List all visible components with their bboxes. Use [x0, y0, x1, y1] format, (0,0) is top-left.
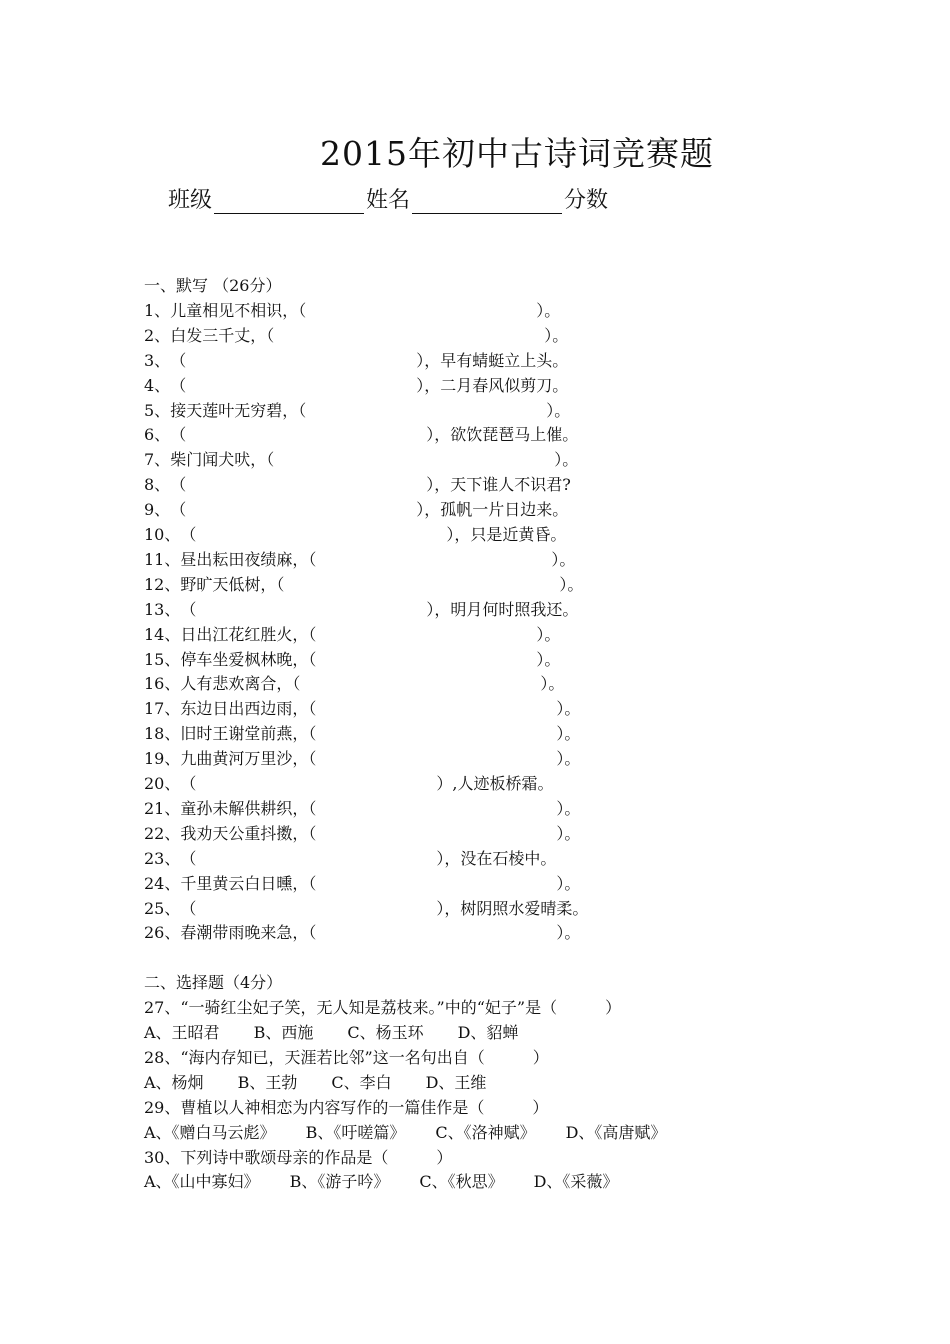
item-number: 1、 — [144, 300, 171, 320]
item-number: 18、 — [144, 724, 181, 744]
item-prompt-after: ），欲饮琵琶马上催。 — [426, 425, 579, 445]
item-prompt-before: 我劝天公重抖擞，（ — [180, 823, 317, 843]
choice-question: 27、“一骑红尘妃子笑，无人知是荔枝来。”中的“妃子”是（ ） — [144, 998, 622, 1018]
item-prompt-after: ）。 — [556, 749, 581, 769]
item-number: 15、 — [144, 649, 181, 669]
choice-options — [144, 1073, 486, 1093]
item-prompt-before: （ — [170, 375, 187, 395]
item-prompt-before: 野旷天低树，（ — [180, 574, 285, 594]
option-c[interactable]: C、杨玉环 — [347, 1023, 424, 1042]
item-prompt-before: 儿童相见不相识，（ — [170, 300, 307, 320]
item-prompt-after: ）。 — [536, 300, 561, 320]
item-number: 5、 — [144, 400, 171, 420]
item-prompt-before: （ — [180, 898, 197, 918]
item-number: 26、 — [144, 923, 181, 943]
section-2-heading: 二、选择题（4分） — [144, 973, 283, 993]
dictation-item — [144, 600, 578, 620]
item-number: 3、 — [144, 350, 171, 370]
item-prompt-before: 柴门闻犬吠，（ — [170, 450, 275, 470]
option-b[interactable]: B、《吁嗟篇》 — [305, 1122, 406, 1142]
section-1-heading: 一、默写 （26分） — [144, 276, 282, 295]
option-a[interactable]: A、《赠白马云彪》 — [144, 1122, 276, 1142]
dictation-item — [144, 724, 580, 744]
item-prompt-before: 东边日出西边雨，（ — [180, 699, 317, 719]
item-prompt-after: ），只是近黄昏。 — [446, 525, 567, 544]
item-prompt-after: ），天下谁人不识君? — [426, 475, 571, 495]
dictation-item — [144, 376, 568, 396]
option-a[interactable]: A、杨炯 — [144, 1072, 204, 1092]
dictation-item — [144, 301, 560, 321]
option-b[interactable]: B、《游子吟》 — [289, 1172, 390, 1192]
dictation-item — [144, 500, 568, 520]
item-number: 19、 — [144, 749, 181, 769]
item-prompt-before: 人有悲欢离合，（ — [180, 674, 301, 694]
item-prompt-before: 春潮带雨晚来急，（ — [180, 923, 317, 943]
item-prompt-before: 昼出耘田夜绩麻，（ — [180, 549, 317, 569]
score-label: 分数 — [564, 188, 609, 213]
item-number: 16、 — [144, 674, 181, 694]
dictation-item — [144, 326, 568, 346]
dictation-item — [144, 401, 570, 421]
item-prompt-before: （ — [180, 599, 197, 619]
item-prompt-before: （ — [170, 500, 187, 520]
item-prompt-after: ）。 — [536, 649, 561, 669]
item-prompt-before: 旧时王谢堂前燕，（ — [180, 724, 317, 744]
item-number: 22、 — [144, 823, 181, 843]
dictation-item — [144, 874, 580, 894]
dictation-item — [144, 824, 580, 844]
item-prompt-before: 日出江花红胜火，（ — [180, 624, 317, 644]
dictation-item — [144, 550, 575, 570]
item-prompt-before: （ — [170, 350, 187, 370]
dictation-item — [144, 525, 566, 545]
item-number: 7、 — [144, 450, 171, 470]
class-blank[interactable] — [214, 189, 364, 214]
dictation-item — [144, 625, 560, 645]
item-prompt-before: 接天莲叶无穷碧，（ — [170, 400, 307, 420]
item-prompt-after: ），明月何时照我还。 — [426, 599, 579, 619]
item-number: 24、 — [144, 873, 181, 893]
item-number: 11、 — [144, 549, 181, 569]
item-prompt-after: ）。 — [556, 699, 581, 719]
option-d[interactable]: D、王维 — [425, 1072, 487, 1092]
item-prompt-after: ），孤帆一片日边来。 — [416, 500, 569, 520]
dictation-item — [144, 351, 568, 371]
item-number: 12、 — [144, 574, 181, 594]
item-number: 14、 — [144, 624, 181, 644]
choice-options — [144, 1172, 618, 1192]
item-prompt-before: （ — [170, 425, 187, 445]
option-a[interactable]: A、王昭君 — [144, 1023, 220, 1042]
item-prompt-before: 九曲黄河万里沙，（ — [180, 749, 317, 769]
item-number: 2、 — [144, 325, 171, 345]
option-b[interactable]: B、西施 — [253, 1023, 314, 1042]
item-prompt-after: ）,人迹板桥霜。 — [436, 774, 554, 793]
choice-question: 29、曹植以人神相恋为内容写作的一篇佳作是（ ） — [144, 1097, 549, 1117]
item-number: 23、 — [144, 848, 181, 868]
dictation-item — [144, 650, 560, 670]
dictation-item — [144, 699, 580, 719]
item-prompt-before: 停车坐爱枫林晚，（ — [180, 649, 317, 669]
item-number: 9、 — [144, 500, 171, 520]
name-blank[interactable] — [412, 189, 562, 214]
item-prompt-after: ）。 — [540, 674, 565, 694]
item-number: 10、 — [144, 525, 181, 544]
option-c[interactable]: C、《秋思》 — [419, 1172, 504, 1192]
item-prompt-after: ）。 — [556, 923, 581, 943]
option-d[interactable]: D、《采薇》 — [533, 1172, 619, 1192]
item-number: 6、 — [144, 425, 171, 445]
dictation-item — [144, 799, 580, 819]
item-prompt-before: 童孙未解供耕织，（ — [180, 798, 317, 818]
item-prompt-before: （ — [170, 475, 187, 495]
student-info-line — [168, 183, 608, 214]
dictation-item — [144, 475, 571, 495]
item-number: 4、 — [144, 375, 171, 395]
item-prompt-after: ），二月春风似剪刀。 — [416, 375, 569, 395]
item-number: 20、 — [144, 774, 181, 793]
choice-options — [144, 1123, 666, 1143]
item-number: 25、 — [144, 898, 181, 918]
option-d[interactable]: D、貂蝉 — [457, 1023, 519, 1042]
item-number: 17、 — [144, 699, 181, 719]
option-c[interactable]: C、《洛神赋》 — [435, 1122, 536, 1142]
item-prompt-before: 白发三千丈，（ — [170, 325, 275, 345]
item-prompt-after: ）。 — [536, 624, 561, 644]
item-prompt-before: 千里黄云白日曛，（ — [180, 873, 317, 893]
option-c[interactable]: C、李白 — [331, 1072, 392, 1092]
item-prompt-after: ）。 — [556, 873, 581, 893]
class-label: 班级 — [168, 188, 213, 213]
item-prompt-before: （ — [180, 848, 197, 868]
dictation-item — [144, 450, 578, 470]
item-prompt-after: ），早有蜻蜓立上头。 — [416, 350, 569, 370]
dictation-item — [144, 674, 564, 694]
option-b[interactable]: B、王勃 — [237, 1072, 298, 1092]
dictation-item — [144, 923, 580, 943]
dictation-item — [144, 749, 580, 769]
item-prompt-after: ）。 — [554, 450, 579, 470]
item-prompt-after: ），树阴照水爱晴柔。 — [436, 898, 589, 918]
item-prompt-after: ）。 — [546, 400, 571, 420]
item-number: 8、 — [144, 475, 171, 495]
choice-question: 28、“海内存知已，天涯若比邻”这一名句出自（ ） — [144, 1047, 549, 1067]
item-prompt-before: （ — [180, 525, 197, 544]
item-prompt-after: ），没在石棱中。 — [436, 848, 557, 868]
option-d[interactable]: D、《高唐赋》 — [565, 1122, 667, 1142]
dictation-item — [144, 425, 578, 445]
option-a[interactable]: A、《山中寡妇》 — [144, 1172, 260, 1192]
item-number: 13、 — [144, 599, 181, 619]
item-prompt-after: ）。 — [556, 724, 581, 744]
item-prompt-after: ）。 — [556, 823, 581, 843]
choice-options — [144, 1023, 518, 1043]
item-prompt-after: ）。 — [559, 574, 584, 594]
dictation-item — [144, 774, 553, 794]
dictation-item — [144, 849, 556, 869]
choice-question: 30、下列诗中歌颂母亲的作品是（ ） — [144, 1147, 453, 1167]
item-prompt-after: ）。 — [556, 798, 581, 818]
page-title: 2015年初中古诗词竞赛题 — [320, 134, 714, 173]
name-label: 姓名 — [366, 188, 411, 213]
dictation-item — [144, 575, 583, 595]
item-prompt-after: ）。 — [544, 325, 569, 345]
item-number: 21、 — [144, 798, 181, 818]
dictation-item — [144, 899, 588, 919]
item-prompt-after: ）。 — [551, 549, 576, 569]
item-prompt-before: （ — [180, 774, 197, 793]
